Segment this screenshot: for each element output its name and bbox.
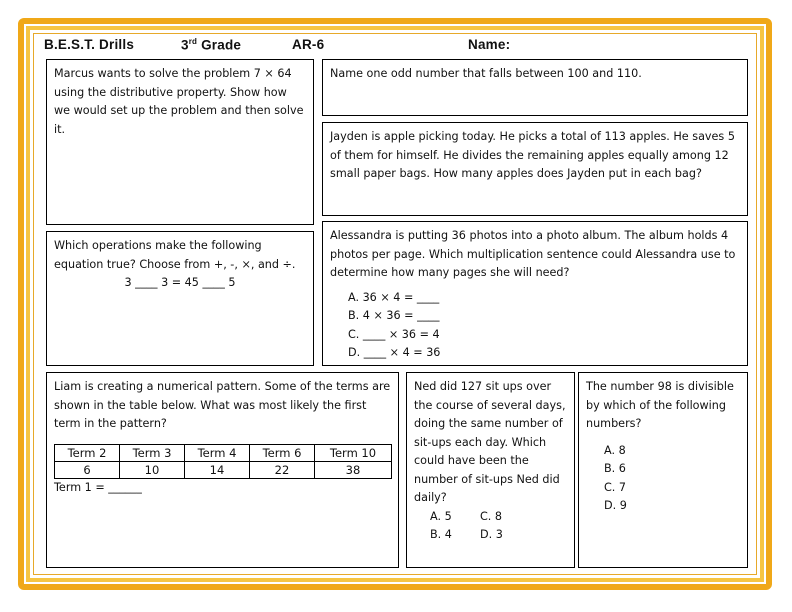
- question-box-photo-album: [322, 221, 748, 366]
- question-text: Which operations make the following equation true? Choose from +, -, ×, and ÷.: [54, 239, 296, 271]
- worksheet-code: AR-6: [292, 37, 325, 52]
- grade-number: 3: [181, 37, 189, 53]
- equation: 3 ____ 3 = 45 ____ 5: [124, 276, 236, 289]
- choice-a: A. 8: [604, 443, 626, 457]
- answer-choices: [330, 289, 740, 363]
- table-cell: 10: [120, 461, 185, 478]
- question-box-odd-number: [322, 59, 748, 116]
- table-header: Term 4: [185, 444, 250, 461]
- worksheet-title: B.E.S.T. Drills: [44, 37, 135, 52]
- choice-d: D. ____ × 4 = 36: [348, 346, 441, 359]
- question-text: Marcus wants to solve the problem 7 × 64 using the distributive property. Show how we would set up the problem and then solve it.: [54, 67, 304, 136]
- question-box-divisible: [578, 372, 748, 568]
- choice-c: C. ____ × 36 = 4: [348, 327, 440, 341]
- table-header-row: [55, 444, 392, 461]
- question-box-pattern: [46, 372, 399, 568]
- name-label: Name:: [468, 37, 511, 52]
- pattern-table: [54, 444, 392, 479]
- answer-choices: [414, 508, 567, 545]
- choice-c: C. 8: [480, 509, 503, 523]
- question-box-distributive: [46, 59, 314, 225]
- table-header: Term 3: [120, 444, 185, 461]
- question-text: Jayden is apple picking today. He picks a total of 113 apples. He saves 5 of them for himself. He divides the remaining apples equally among 12 small paper bags. How many apples does Jayden put in each bag?: [330, 130, 735, 180]
- table-header: Term 2: [55, 444, 120, 461]
- choice-a: A. 5: [430, 509, 452, 523]
- choice-b: B. 4: [430, 528, 452, 541]
- table-row: [55, 461, 392, 478]
- table-header: Term 10: [315, 444, 392, 461]
- question-text: Ned did 127 sit ups over the course of several days, doing the same number of sit-ups each day. Which could have been the number of sit-ups Ned did daily?: [414, 380, 566, 504]
- answer-choices: [586, 442, 740, 516]
- answer-line: Term 1 = ______: [54, 480, 142, 494]
- choice-d: D. 3: [480, 528, 503, 541]
- table-header: Term 6: [250, 444, 315, 461]
- question-text: Alessandra is putting 36 photos into a photo album. The album holds 4 photos per page. Which multiplication sentence could Alessandra use to determine how many pages she will need?: [330, 229, 736, 279]
- question-text: Name one odd number that falls between 100 and 110.: [330, 67, 642, 80]
- table-cell: 38: [315, 461, 392, 478]
- question-box-operations: [46, 231, 314, 366]
- choice-d: D. 9: [604, 499, 627, 512]
- question-text: Liam is creating a numerical pattern. Some of the terms are shown in the table below. What was most likely the first term in the pattern?: [54, 380, 391, 430]
- table-cell: 14: [185, 461, 250, 478]
- question-text: The number 98 is divisible by which of the following numbers?: [586, 380, 734, 430]
- choice-b: B. 6: [604, 462, 626, 475]
- question-box-apples: [322, 122, 748, 216]
- grade-suffix: rd: [188, 37, 198, 46]
- choice-a: A. 36 × 4 = ____: [348, 290, 440, 304]
- table-cell: 22: [250, 461, 315, 478]
- choice-b: B. 4 × 36 = ____: [348, 309, 440, 322]
- choice-c: C. 7: [604, 480, 627, 494]
- grade-word: Grade: [197, 37, 242, 53]
- question-box-sit-ups: [406, 372, 575, 568]
- grade-label: [181, 37, 241, 53]
- table-cell: 6: [55, 461, 120, 478]
